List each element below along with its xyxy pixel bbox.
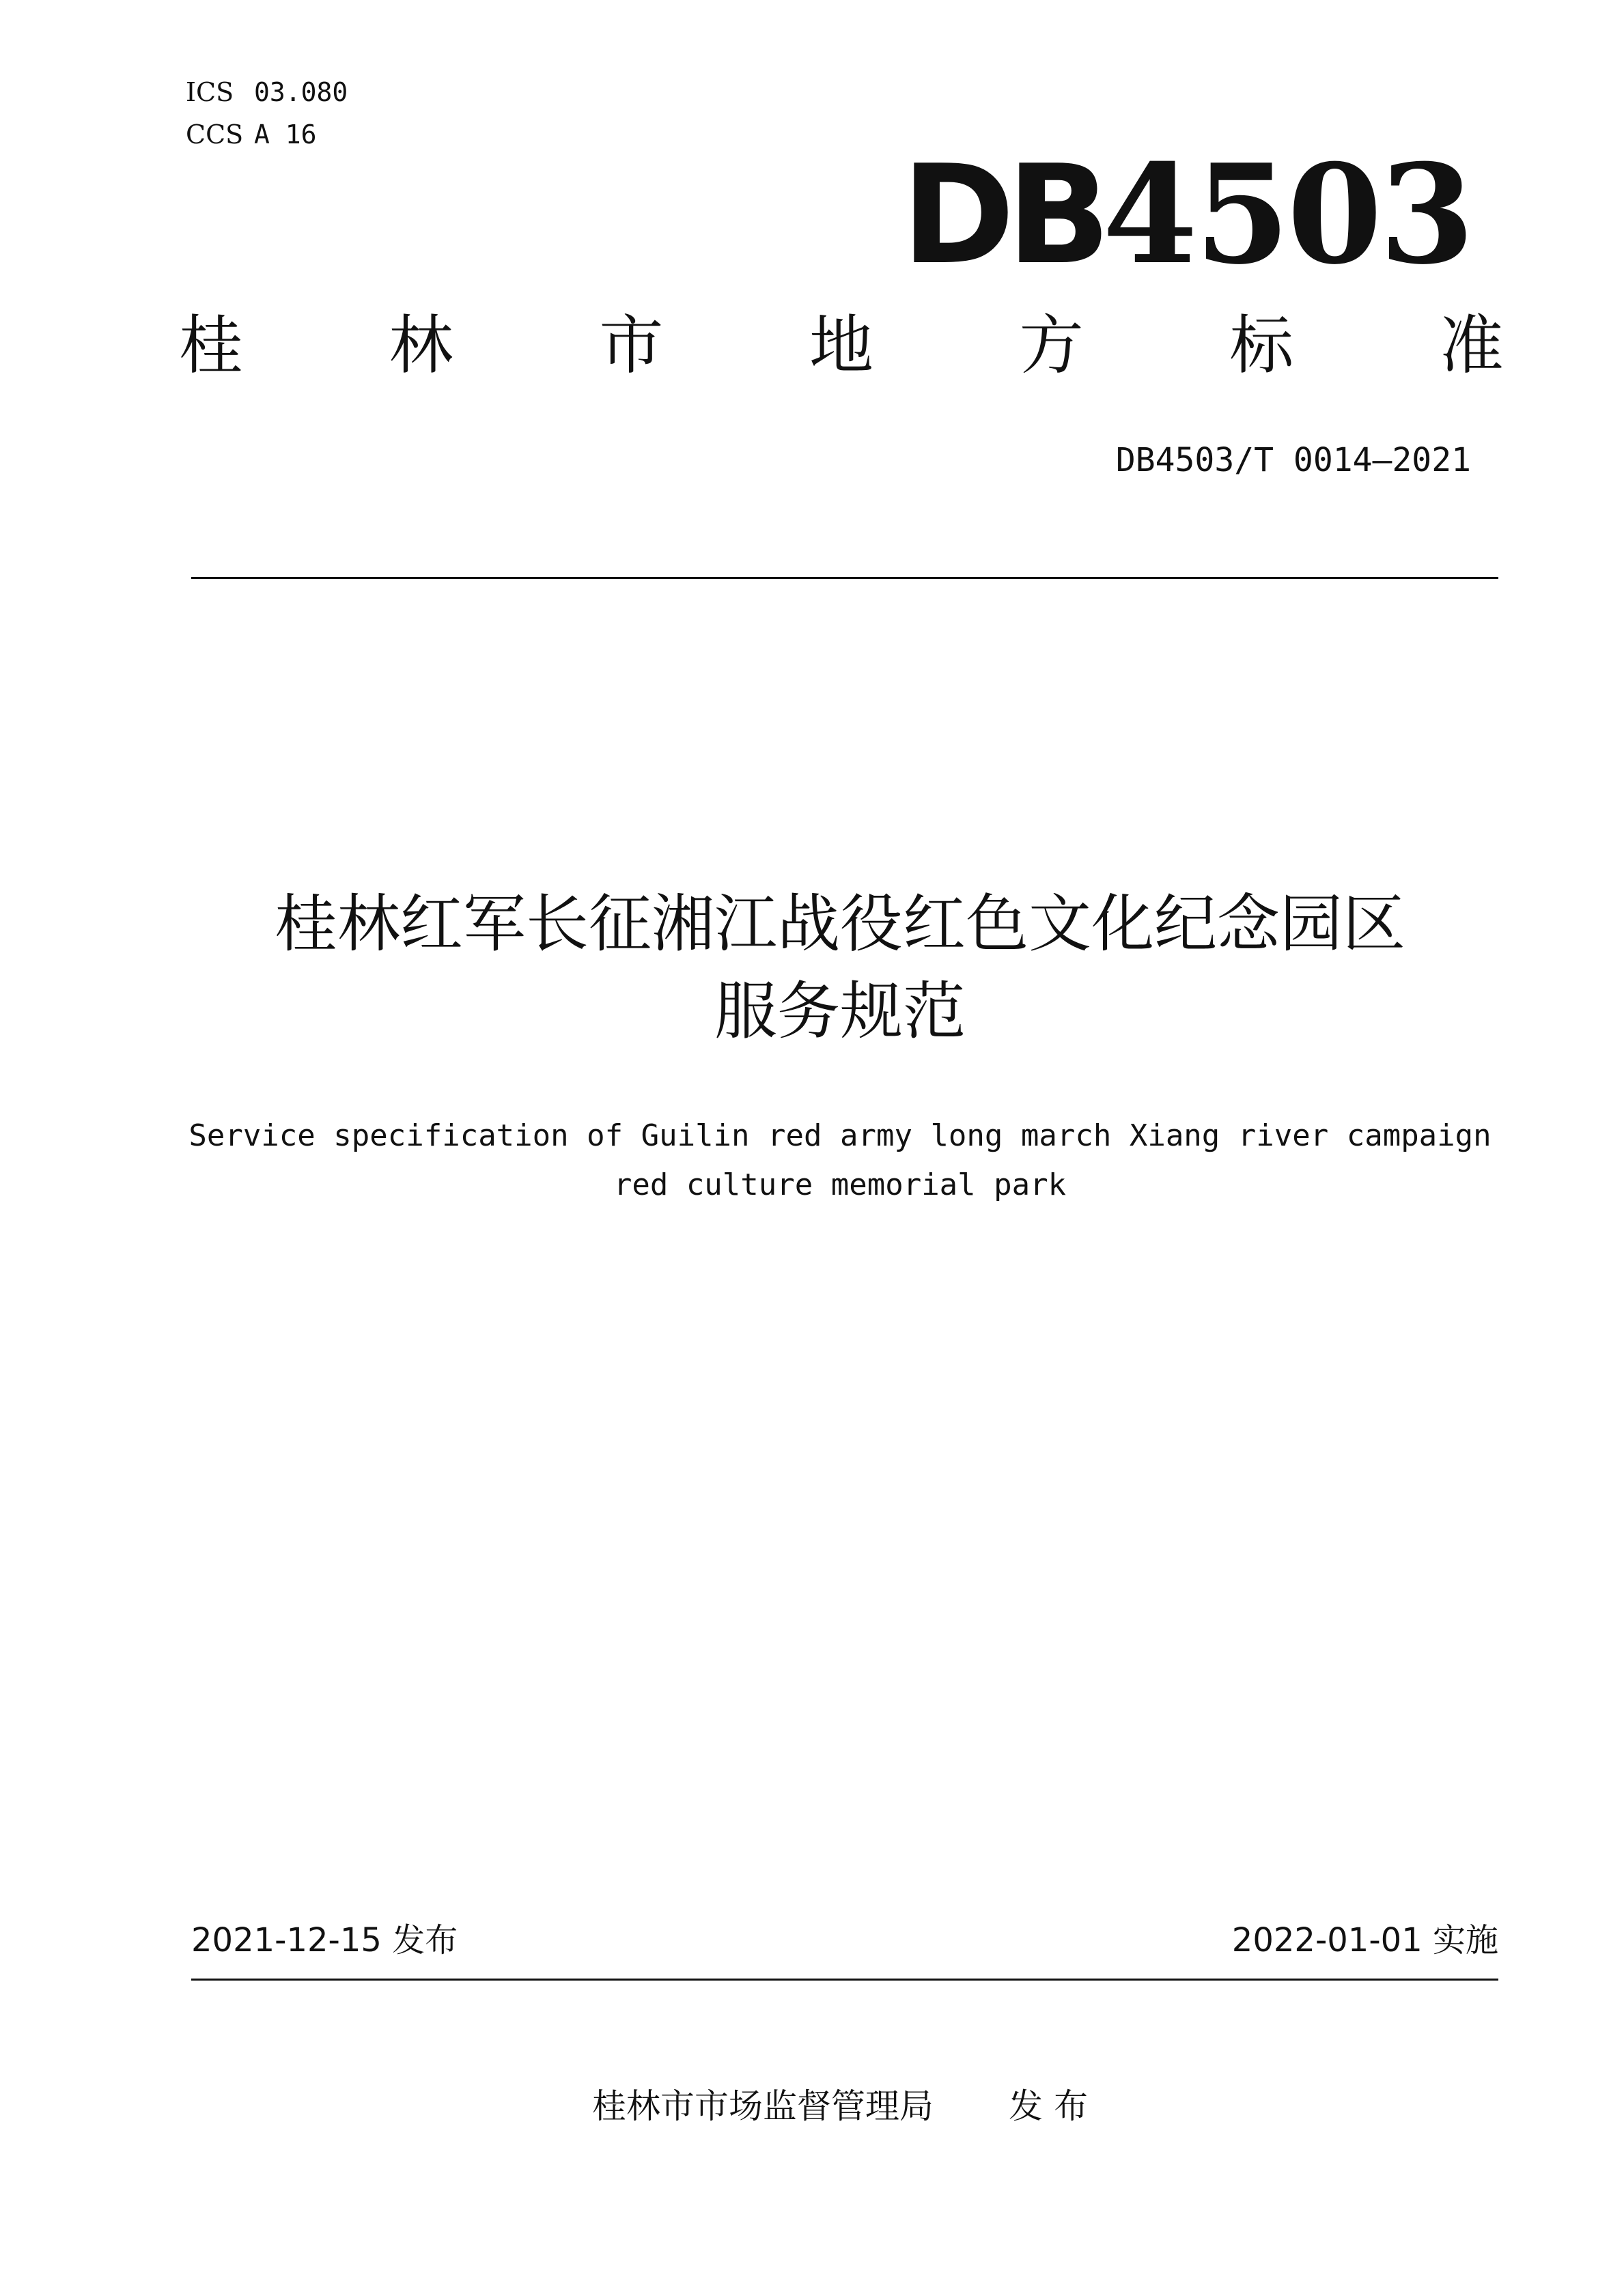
standard-type-char: 桂 <box>179 309 244 383</box>
standard-type-char: 林 <box>389 309 453 383</box>
ccs-code <box>186 119 317 150</box>
standard-type-char: 标 <box>1229 309 1294 383</box>
standard-type-char: 市 <box>599 309 664 383</box>
issue-date: 2021-12-15 发布 <box>191 1921 458 1959</box>
title-chinese <box>137 881 1543 1055</box>
title-en-line1: Service specification of Guilin red army long march Xiang river campaign <box>188 1118 1492 1153</box>
standard-type-char: 地 <box>809 309 873 383</box>
title-en-line2: red culture memorial park <box>613 1167 1067 1202</box>
implement-date: 2022-01-01 实施 <box>1231 1921 1498 1959</box>
standard-number: DB4503/T 0014—2021 <box>1115 441 1471 479</box>
title-cn-line1: 桂林红军长征湘江战役红色文化纪念园区 <box>274 888 1405 961</box>
ccs-label: CCS <box>186 119 244 150</box>
issuer <box>533 2086 1147 2126</box>
standard-type-char: 准 <box>1439 309 1504 383</box>
ics-value: 03.080 <box>254 77 348 107</box>
ics-label: ICS <box>186 77 234 107</box>
title-english <box>157 1111 1523 1210</box>
standard-type-char: 方 <box>1019 309 1084 383</box>
db-logo-number: 4503 <box>1102 134 1472 295</box>
ics-code <box>186 79 348 105</box>
title-cn-line2: 服务规范 <box>714 975 966 1048</box>
date-row <box>191 1921 1498 1959</box>
issuer-name: 桂林市市场监督管理局 <box>592 2086 934 2126</box>
db-logo-prefix: DB <box>901 136 1103 295</box>
issuer-action: 发 布 <box>1009 2086 1088 2126</box>
ccs-value: A 16 <box>254 119 317 150</box>
top-divider <box>191 577 1498 579</box>
db-logo <box>901 134 1472 295</box>
bottom-divider <box>191 1979 1498 1981</box>
standard-type-heading <box>179 309 1504 383</box>
